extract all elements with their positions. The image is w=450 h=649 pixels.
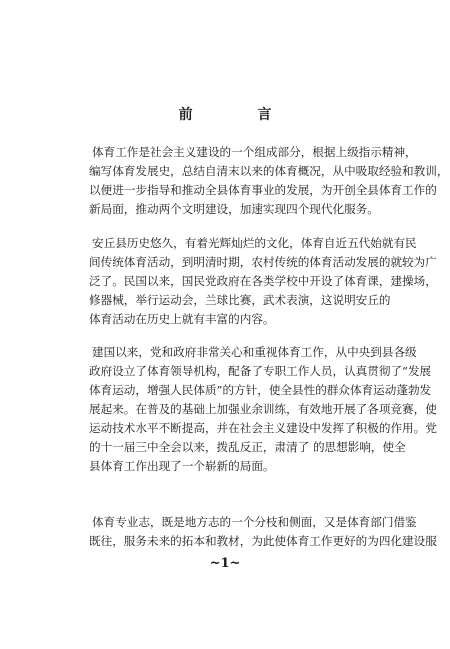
text-line: 建国以来，党和政府非常关心和重视体育工作，从中央到县各级	[92, 345, 417, 359]
text-line: 修器械，举行运动会，兰球比赛，武术表演，这说明安丘的	[89, 293, 391, 307]
text-line: 泛了。民国以来，国民党政府在各类学校中开设了体育课，建操场，	[89, 274, 437, 288]
text-line: 编写体育发展史，总结自清末以来的体育概况，从中吸取经验和教训，	[89, 164, 449, 178]
text-line: 间传统体育活动，到明清时期，农村传统的体育活动发展的就较为广	[89, 255, 437, 269]
text-line: 以便进一步指导和推动全县体育事业的发展，为开创全县体育工作的	[89, 183, 437, 197]
page-title: 前 言	[178, 107, 302, 123]
paragraph-3	[89, 343, 437, 476]
paragraph-1	[89, 143, 449, 219]
text-line: 体育活动在历史上就有丰富的内容。	[89, 312, 275, 326]
text-line: 既往，服务未来的拓本和教材，为此使体育工作更好的为四化建设服	[89, 534, 437, 548]
text-line: 政府设立了体育领导机构，配备了专职工作人员，认真贯彻了“发展	[89, 364, 432, 378]
text-line: 安丘县历史悠久，有着光辉灿烂的文化，体育自近五代始就有民	[92, 236, 417, 250]
text-line: 县体育工作出现了一个崭新的局面。	[89, 459, 275, 473]
text-line: 新局面，推动两个文明建设，加速实现四个现代化服务。	[89, 202, 379, 216]
paragraph-2	[89, 234, 437, 329]
text-line: 展起来。在普及的基础上加强业余训练，有效地开展了各项竞赛，使	[89, 402, 437, 416]
text-line: 体育专业志，既是地方志的一个分枝和侧面，又是体育部门借鉴	[92, 515, 417, 529]
text-line: 运动技术水平不断提高，并在社会主义建设中发挥了积极的作用。党	[89, 421, 437, 435]
text-line: 体育运动，增强人民体质”的方针，使全县性的群众体育运动蓬勃发	[89, 383, 432, 397]
paragraph-4	[89, 513, 437, 551]
text-line: 体育工作是社会主义建设的一个组成部分，根据上级指示精神，	[92, 145, 417, 159]
page-number: ~1~	[209, 556, 241, 571]
text-line: 的十一届三中全会以来，拨乱反正，肃清了 的思想影响，使全	[89, 440, 406, 454]
